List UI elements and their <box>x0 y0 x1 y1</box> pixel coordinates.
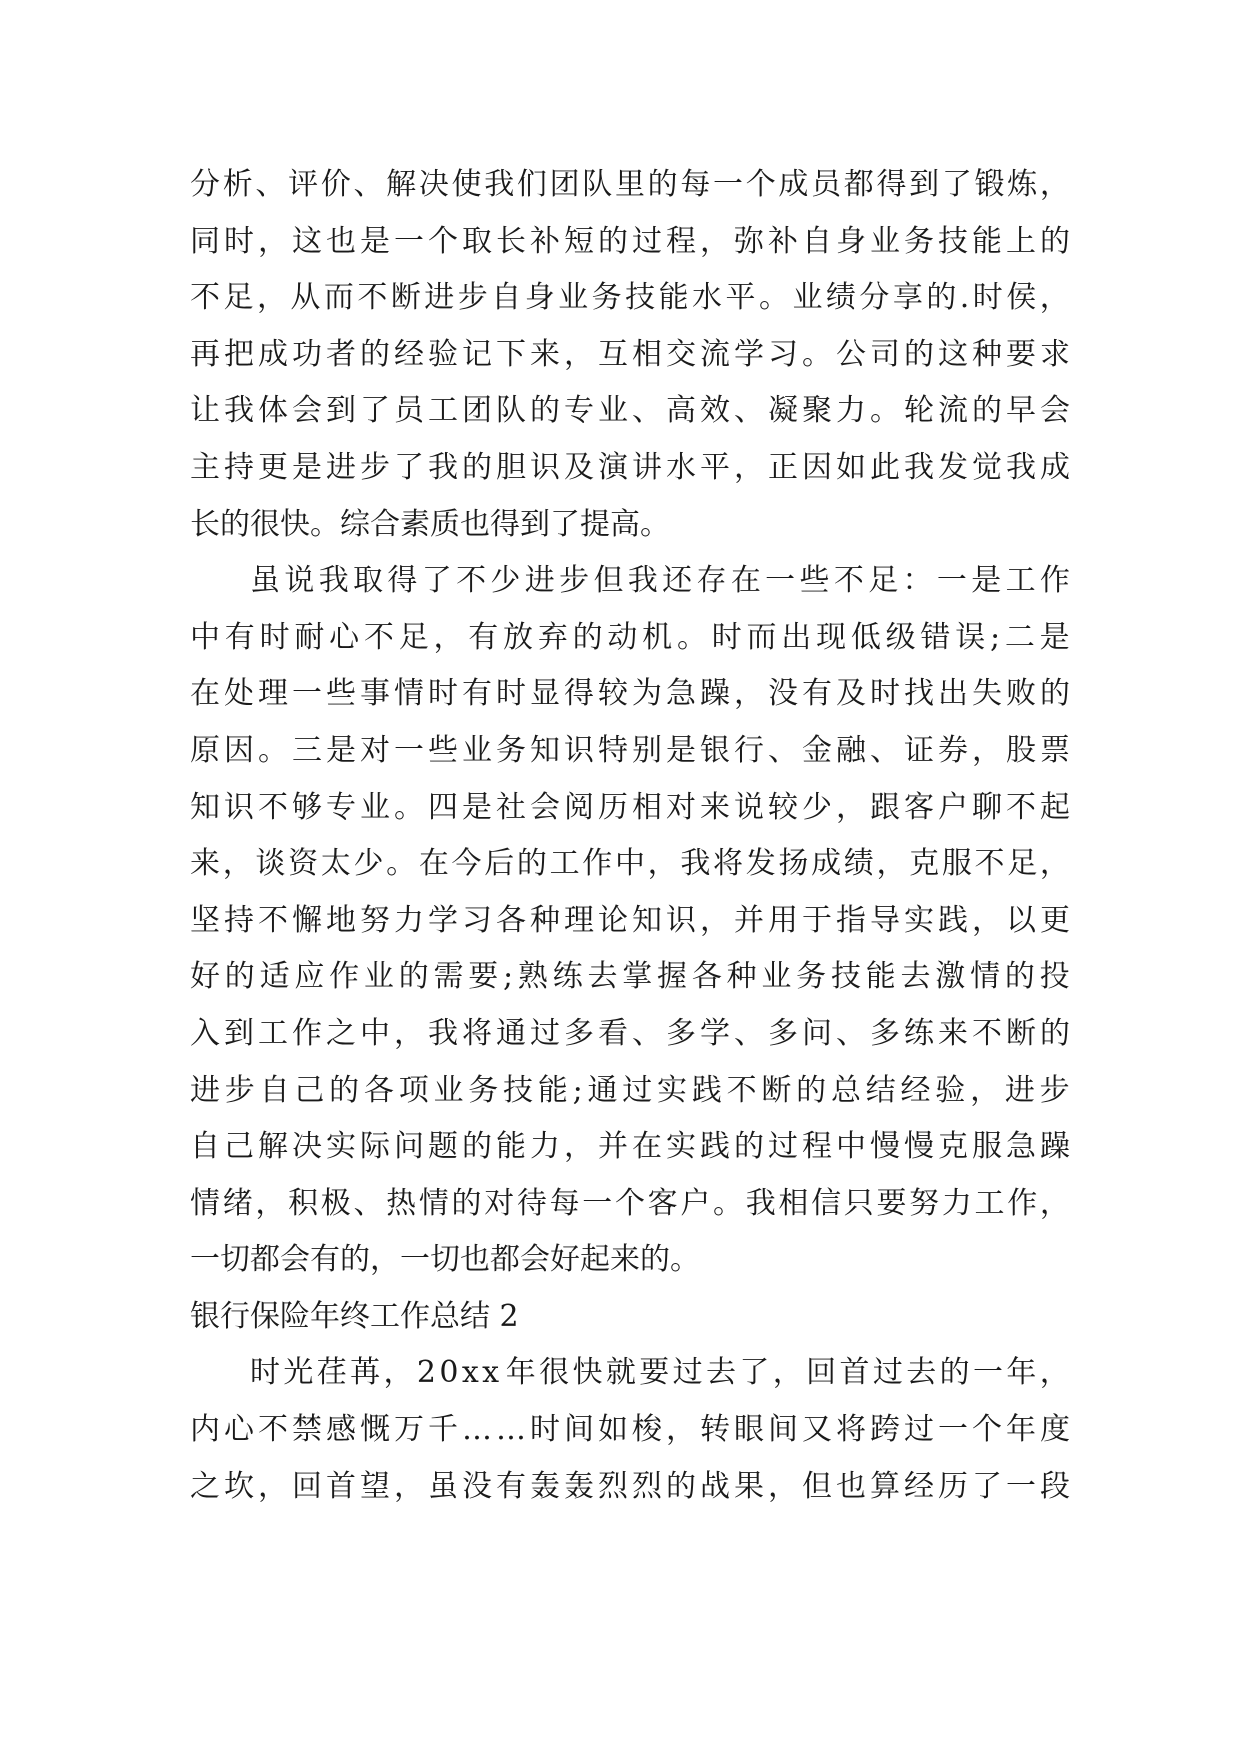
text-line: 好 的 适 应 作 业 的 需 要 ; 熟 练 去 掌 握 各 种 业 务 技 能 去 激 情 的 投 <box>190 959 1070 995</box>
text-line: 虽 说 我 取 得 了 不 少 进 步 但 我 还 存 在 一 些 不 足 ： 一 是 工 作 <box>250 563 1070 599</box>
text-line: 时 光 荏 苒 ， 2 0 x x 年 很 快 就 要 过 去 了 ， 回 首 过 去 的 一 年 ， <box>250 1355 1070 1391</box>
text-line: 来 ， 谈 资 太 少 。 在 今 后 的 工 作 中 ， 我 将 发 扬 成 绩 ， 克 服 不 足 ， <box>190 846 1070 882</box>
text-line: 不 足 ， 从 而 不 断 进 步 自 身 业 务 技 能 水 平 。 业 绩 分 享 的 . 时 侯 ， <box>190 280 1070 316</box>
text-line: 长的很快。综合素质也得到了提高。 <box>190 506 670 542</box>
text-line: 一切都会有的，一切也都会好起来的。 <box>190 1242 700 1278</box>
text-line: 内 心 不 禁 感 慨 万 千 … … 时 间 如 梭 ， 转 眼 间 又 将 跨 过 一 个 年 度 <box>190 1412 1070 1448</box>
text-line: 进 步 自 己 的 各 项 业 务 技 能 ; 通 过 实 践 不 断 的 总 结 经 验 ， 进 步 <box>190 1072 1070 1108</box>
text-line: 同 时 ， 这 也 是 一 个 取 长 补 短 的 过 程 ， 弥 补 自 身 业 务 技 能 上 的 <box>190 223 1070 259</box>
text-line: 坚 持 不 懈 地 努 力 学 习 各 种 理 论 知 识 ， 并 用 于 指 导 实 践 ， 以 更 <box>190 902 1070 938</box>
text-line: 知 识 不 够 专 业 。 四 是 社 会 阅 历 相 对 来 说 较 少 ， 跟 客 户 聊 不 起 <box>190 789 1070 825</box>
text-line: 情 绪 ， 积 极 、 热 情 的 对 待 每 一 个 客 户 。 我 相 信 只 要 努 力 工 作 ， <box>190 1185 1070 1221</box>
text-line: 自 己 解 决 实 际 问 题 的 能 力 ， 并 在 实 践 的 过 程 中 慢 慢 克 服 急 躁 <box>190 1129 1070 1165</box>
document-body <box>190 157 1070 1515</box>
text-line: 银行保险年终工作总结 2 <box>190 1298 519 1334</box>
text-line: 再 把 成 功 者 的 经 验 记 下 来 ， 互 相 交 流 学 习 。 公 司 的 这 种 要 求 <box>190 336 1070 372</box>
text-line: 分 析 、 评 价 、 解 决 使 我 们 团 队 里 的 每 一 个 成 员 都 得 到 了 锻 炼 ， <box>190 167 1070 202</box>
text-line: 让 我 体 会 到 了 员 工 团 队 的 专 业 、 高 效 、 凝 聚 力 。 轮 流 的 早 会 <box>190 393 1070 429</box>
text-line: 在 处 理 一 些 事 情 时 有 时 显 得 较 为 急 躁 ， 没 有 及 时 找 出 失 败 的 <box>190 676 1070 712</box>
text-line: 之 坎 ， 回 首 望 ， 虽 没 有 轰 轰 烈 烈 的 战 果 ， 但 也 算 经 历 了 一 段 <box>190 1468 1070 1504</box>
text-line: 中 有 时 耐 心 不 足 ， 有 放 弃 的 动 机 。 时 而 出 现 低 级 错 误 ; 二 是 <box>190 619 1070 655</box>
text-line: 原 因 。 三 是 对 一 些 业 务 知 识 特 别 是 银 行 、 金 融 、 证 券 ， 股 票 <box>190 732 1070 768</box>
text-line: 主 持 更 是 进 步 了 我 的 胆 识 及 演 讲 水 平 ， 正 因 如 此 我 发 觉 我 成 <box>190 449 1070 485</box>
text-line: 入 到 工 作 之 中 ， 我 将 通 过 多 看 、 多 学 、 多 问 、 多 练 来 不 断 的 <box>190 1015 1070 1051</box>
